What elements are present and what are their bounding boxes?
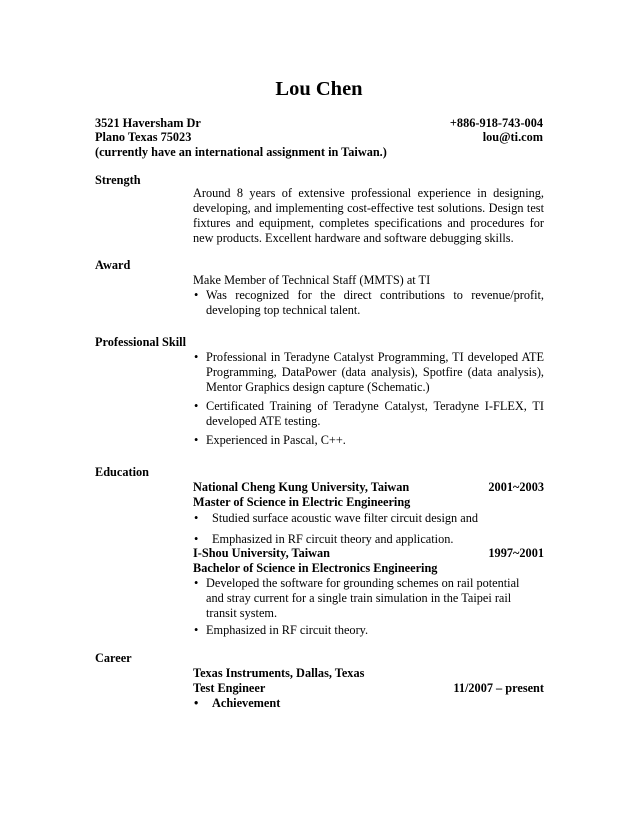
- career-section: [193, 666, 544, 711]
- strength-text: Around 8 years of extensive professional experience in designing, developing, and implementing cost-effective test solutions. Design test fixtures and equipment, completes specifications and procedures for new products. Excellent hardware and software debugging skills.: [193, 186, 544, 245]
- school-years: 2001~2003: [488, 480, 544, 494]
- career-heading: Career: [95, 651, 132, 665]
- skill-heading: Professional Skill: [95, 335, 186, 349]
- award-title: Make Member of Technical Staff (MMTS) at TI: [193, 273, 431, 287]
- education-bullet: • Developed the software for grounding schemes on rail potential and stray current for a single train simulation in the Taipei rail transit system.: [193, 576, 544, 621]
- award-section: [193, 273, 544, 318]
- school-name: National Cheng Kung University, Taiwan: [193, 480, 410, 494]
- degree-name: Master of Science in Electric Engineering: [193, 495, 411, 509]
- school-name: I-Shou University, Taiwan: [193, 546, 331, 560]
- resume-name: Lou Chen: [275, 78, 363, 100]
- address-line-1: 3521 Haversham Dr: [95, 116, 201, 130]
- skill-bullet: • Certificated Training of Teradyne Catalyst, Teradyne I-FLEX, TI developed ATE testing.: [193, 399, 544, 429]
- school-years: 1997~2001: [488, 546, 544, 560]
- education-school-1: [193, 480, 544, 547]
- degree-name: Bachelor of Science in Electronics Engineering: [193, 561, 438, 575]
- contact-line-1: [95, 116, 543, 131]
- assignment-note: [95, 145, 543, 160]
- education-bullet: • Emphasized in RF circuit theory.: [193, 623, 544, 638]
- company-name: Texas Instruments, Dallas, Texas: [193, 666, 365, 680]
- job-title: Test Engineer: [193, 681, 266, 695]
- education-bullet: • Studied surface acoustic wave filter circuit design and: [193, 511, 544, 526]
- job-row: [193, 681, 544, 696]
- career-bullet: • Achievement: [193, 696, 544, 711]
- phone-number: +886-918-743-004: [449, 116, 543, 130]
- skill-section: [193, 350, 544, 448]
- education-school-2: [193, 546, 544, 638]
- address-line-2: Plano Texas 75023: [95, 130, 192, 144]
- education-heading: Education: [95, 465, 149, 479]
- skill-bullet: • Experienced in Pascal, C++.: [193, 433, 544, 448]
- job-dates: 11/2007 – present: [453, 681, 544, 695]
- education-bullet: • Emphasized in RF circuit theory and application.: [193, 532, 544, 547]
- award-heading: Award: [95, 258, 131, 272]
- assignment-note-text: (currently have an international assignment in Taiwan.): [95, 145, 387, 159]
- email-address: lou@ti.com: [482, 130, 543, 144]
- skill-bullet: • Professional in Teradyne Catalyst Programming, TI developed ATE Programming, DataPower (data analysis), Spotfire (data analysis), Mentor Graphics design capture (Schematic.): [193, 350, 544, 395]
- school-row: [193, 480, 544, 495]
- school-row: [193, 546, 544, 561]
- contact-line-2: [95, 130, 543, 145]
- award-bullet: • Was recognized for the direct contributions to revenue/profit, developing top technical talent.: [193, 288, 544, 318]
- strength-heading: Strength: [95, 173, 141, 187]
